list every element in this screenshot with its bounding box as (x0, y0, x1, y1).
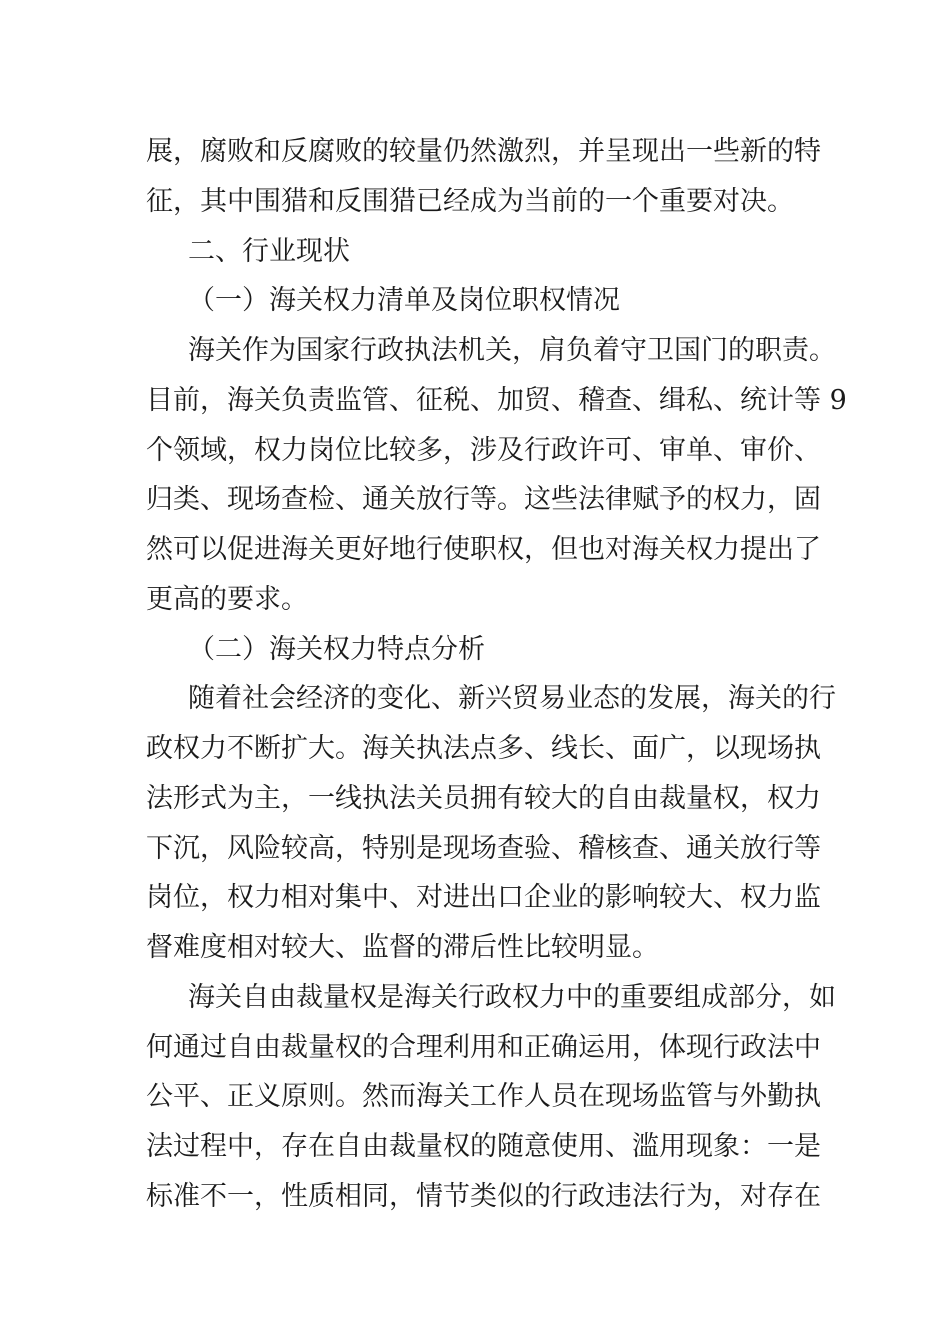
paragraph-line: 海关自由裁量权是海关行政权力中的重要组成部分，如 (188, 982, 836, 1013)
subsection-heading: （一）海关权力清单及岗位职权情况 (188, 285, 620, 316)
paragraph-line: 然可以促进海关更好地行使职权，但也对海关权力提出了 (146, 534, 821, 565)
paragraph-line: 随着社会经济的变化、新兴贸易业态的发展，海关的行 (188, 683, 836, 714)
paragraph-line: 政权力不断扩大。海关执法点多、线长、面广，以现场执 (146, 733, 821, 764)
paragraph-line: 公平、正义原则。然而海关工作人员在现场监管与外勤执 (146, 1081, 821, 1112)
paragraph-line: 目前，海关负责监管、征税、加贸、稽查、缉私、统计等 9 (146, 385, 847, 416)
paragraph-line: 个领域，权力岗位比较多，涉及行政许可、审单、审价、 (146, 435, 821, 466)
paragraph-line: 标准不一，性质相同，情节类似的行政违法行为，对存在 (146, 1181, 821, 1212)
paragraph-line: 法过程中，存在自由裁量权的随意使用、滥用现象：一是 (146, 1131, 821, 1162)
paragraph-line: 归类、现场查检、通关放行等。这些法律赋予的权力，固 (146, 484, 821, 515)
paragraph-line: 海关作为国家行政执法机关，肩负着守卫国门的职责。 (188, 335, 836, 366)
paragraph-line: 征，其中围猎和反围猎已经成为当前的一个重要对决。 (146, 186, 794, 217)
paragraph-line: 下沉，风险较高，特别是现场查验、稽核查、通关放行等 (146, 833, 821, 864)
paragraph-line: 更高的要求。 (146, 584, 308, 615)
subsection-heading: （二）海关权力特点分析 (188, 634, 485, 665)
paragraph-line: 岗位，权力相对集中、对进出口企业的影响较大、权力监 (146, 882, 821, 913)
paragraph-line: 督难度相对较大、监督的滞后性比较明显。 (146, 932, 659, 963)
paragraph-line: 展，腐败和反腐败的较量仍然激烈，并呈现出一些新的特 (146, 136, 821, 167)
section-heading: 二、行业现状 (188, 236, 350, 267)
paragraph-line: 法形式为主，一线执法关员拥有较大的自由裁量权，权力 (146, 783, 821, 814)
paragraph-line: 何通过自由裁量权的合理利用和正确运用，体现行政法中 (146, 1032, 821, 1063)
